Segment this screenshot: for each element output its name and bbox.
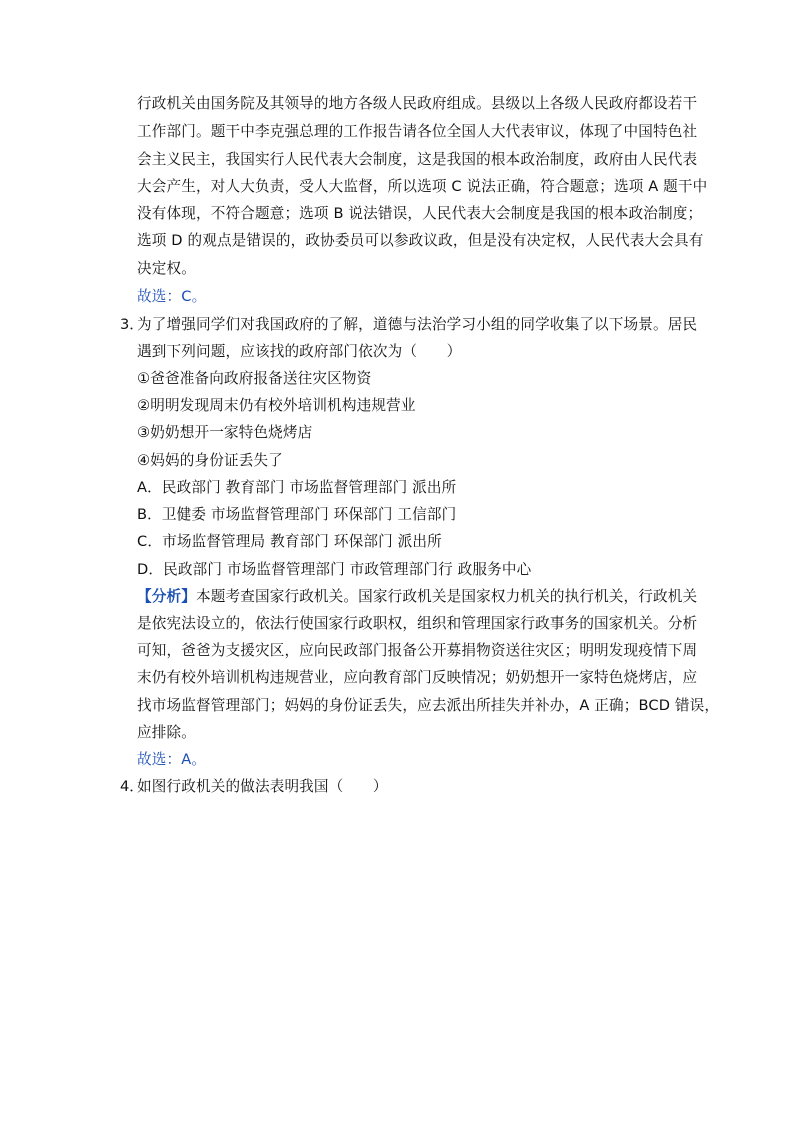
q2-explanation-line: 大会产生，对人大负责，受人大监督，所以选项 C 说法正确，符合题意；选项 A 题干中 [137, 178, 708, 195]
question-stem-line: 如图行政机关的做法表明我国（ ） [137, 778, 388, 795]
analysis-text: 本题考查国家行政机关。国家行政机关是国家权力机关的执行机关，行政机关 [195, 588, 698, 605]
question-stem-line: 遇到下列问题，应该找的政府部门依次为（ ） [137, 343, 462, 360]
q2-explanation-line: 行政机关由国务院及其领导的地方各级人民政府组成。县级以上各级人民政府都设若干 [137, 95, 698, 112]
analysis-line: 可知，爸爸为支援灾区，应向民政部门报备公开募捐物资送往灾区；明明发现疫情下周 [137, 642, 698, 659]
analysis-line [137, 587, 697, 607]
scenario-item: ②明明发现周末仍有校外培训机构违规营业 [137, 397, 416, 414]
scenario-item: ①爸爸准备向政府报备送往灾区物资 [137, 370, 372, 387]
q2-answer [137, 287, 206, 307]
question-number: 4． [120, 778, 144, 795]
q2-explanation-line: 选项 D 的观点是错误的，政协委员可以参政议政，但是没有决定权，人民代表大会具有 [137, 232, 704, 249]
q2-explanation-line: 没有体现，不符合题意；选项 B 说法错误，人民代表大会制度是我国的根本政治制度； [137, 205, 703, 222]
analysis-line: 末仍有校外培训机构违规营业，应向教育部门反映情况；奶奶想开一家特色烧烤店，应 [137, 669, 698, 686]
question-stem-line: 为了增强同学们对我国政府的了解，道德与法治学习小组的同学收集了以下场景。居民 [137, 316, 698, 333]
scenario-item: ③奶奶想开一家特色烧烤店 [137, 424, 313, 441]
option-c: C．市场监督管理局 教育部门 环保部门 派出所 [137, 533, 442, 550]
q2-explanation-line: 会主义民主，我国实行人民代表大会制度，这是我国的根本政治制度，政府由人民代表 [137, 151, 698, 168]
analysis-line: 是依宪法设立的，依法行使国家行政职权，组织和管理国家行政事务的国家机关。分析 [137, 615, 698, 632]
scenario-item: ④妈妈的身份证丢失了 [137, 452, 283, 469]
q2-explanation-line: 决定权。 [137, 260, 196, 277]
option-a: A．民政部门 教育部门 市场监督管理部门 派出所 [137, 479, 457, 496]
question-number: 3． [120, 316, 144, 333]
analysis-line: 找市场监督管理部门；妈妈的身份证丢失，应去派出所挂失并补办，A 正确；BCD 错误， [137, 697, 720, 714]
answer-value: C。 [181, 288, 207, 305]
analysis-line: 应排除。 [137, 724, 196, 741]
option-d: D．民政部门 市场监督管理部门 市政管理部门行 政服务中心 [137, 561, 532, 578]
q3-answer [137, 750, 206, 770]
q2-explanation-line: 工作部门。题干中李克强总理的工作报告请各位全国人大代表审议，体现了中国特色社 [137, 123, 698, 140]
answer-label: 故选： [137, 751, 182, 768]
answer-label: 故选： [137, 288, 182, 305]
answer-value: A。 [181, 751, 207, 768]
analysis-tag: 【分析】 [137, 588, 196, 605]
option-b: B．卫健委 市场监督管理部门 环保部门 工信部门 [137, 506, 457, 523]
